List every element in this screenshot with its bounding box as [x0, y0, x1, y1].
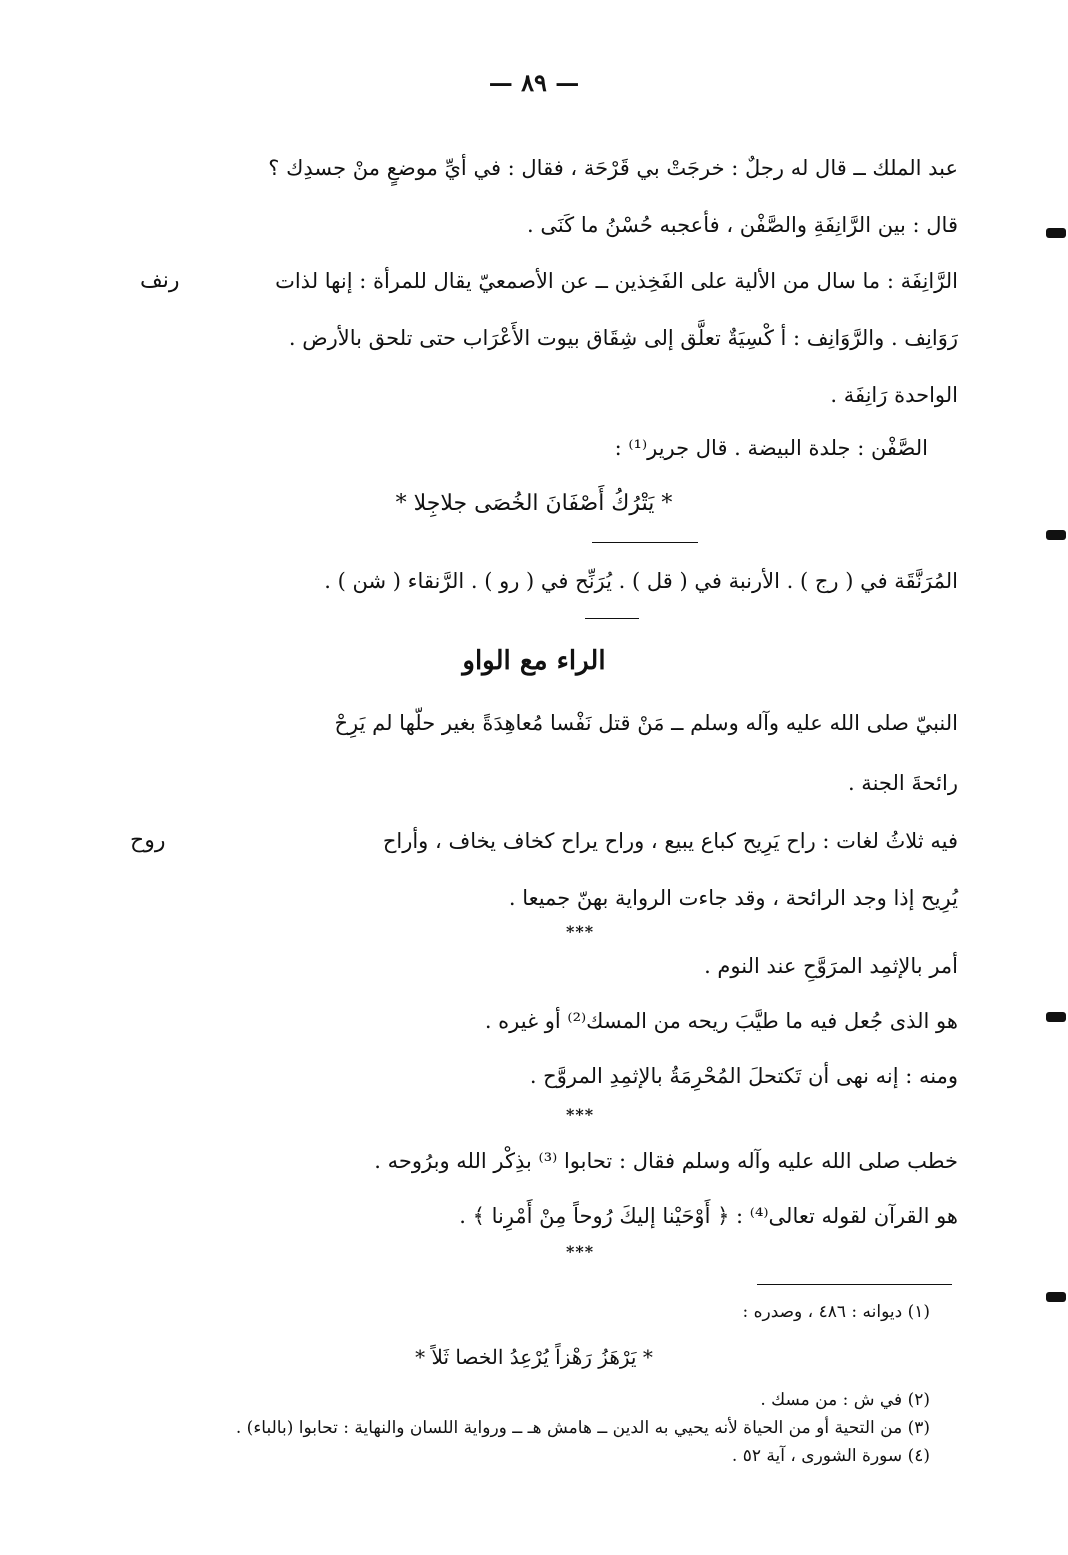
- footnote: (٤) سورة الشورى ، آية ٥٢ .: [731, 1446, 930, 1466]
- text-line: رَوَانِف . والرَّوَانِف : أ كْسِيَةٌ تعلَّق إلى شِقَاق بيوت الأَعْرَاب حتى تلحق بالأرض .: [288, 326, 958, 350]
- section-heading: الراء مع الواو: [462, 646, 606, 676]
- text-line: عبد الملك ــ قال له رجلٌ : خرجَتْ بي قَرْحَة ، فقال : في أيِّ موضعٍ منْ جسدِك ؟: [268, 156, 958, 180]
- text-line: النبيّ صلى الله عليه وآله وسلم ــ مَنْ قتل نَفْسا مُعاهِدَةً بغير حلّها لم يَرِحْ: [334, 711, 958, 735]
- page-number: — ٨٩ —: [488, 68, 580, 97]
- text-line: رائحةَ الجنة .: [847, 771, 958, 795]
- separator: [592, 542, 698, 543]
- text-line: الواحدة رَانِفَة .: [830, 383, 958, 407]
- text-line: أمر بالإثمِد المرَوَّحِ عند النوم .: [704, 954, 958, 978]
- edge-mark: [1046, 1292, 1066, 1302]
- section-stars: ***: [566, 1242, 595, 1261]
- separator: [585, 618, 639, 619]
- verse-line: * يَتْرُكُ أَصْفَانَ الخُصَى جلاجِلا *: [395, 491, 673, 516]
- section-stars: ***: [566, 922, 595, 941]
- edge-mark: [1046, 530, 1066, 540]
- margin-root-label: روح: [130, 828, 166, 853]
- text-line: يُرِيح إذا وجد الرائحة ، وقد جاءت الرواية بهنّ جميعا .: [508, 886, 958, 910]
- margin-root-label: رنف: [140, 268, 180, 293]
- text-line: ومنه : إنه نهى أن تَكتحلَ المُحْرِمَةُ بالإثمِدِ المروَّح .: [529, 1064, 958, 1088]
- footnote-verse: * يَرْهَزُ رَهْزاً يُرْعِدُ الخصا ثَلاً *: [415, 1345, 653, 1369]
- footnote: (٢) في ش : من مسك .: [760, 1390, 930, 1410]
- text-line: خطب صلى الله عليه وآله وسلم فقال : تحابوا ⁽³⁾ بذِكْر الله وبرُوحه .: [374, 1149, 958, 1173]
- footnote: (٣) من التحية أو من الحياة لأنه يحيي به الدين ــ هامش هـ ــ ورواية اللسان والنهاية : تحابوا (بالباء) .: [235, 1418, 930, 1438]
- edge-mark: [1046, 228, 1066, 238]
- text-line: الرَّانِفَة : ما سال من الألية على الفَخِذين ــ عن الأصمعيّ يقال للمرأة : إنها لذات: [275, 269, 958, 293]
- text-line: هو القرآن لقوله تعالى⁽⁴⁾ : ﴿ أَوْحَيْنا إليكَ رُوحاً مِنْ أَمْرِنا ﴾ .: [459, 1204, 958, 1228]
- section-stars: ***: [566, 1105, 595, 1124]
- footnote-separator: [757, 1284, 952, 1285]
- text-line: الصَّفْن : جلدة البيضة . قال جرير⁽¹⁾ :: [614, 436, 928, 460]
- text-line: هو الذى جُعل فيه ما طيَّبَ ريحه من المسك⁽²⁾ أو غيره .: [484, 1009, 958, 1033]
- text-line: فيه ثلاثُ لغات : راح يَرِيح كباع يبيع ، وراح يراح كخاف يخاف ، وأراح: [382, 829, 958, 853]
- footnote: (١) ديوانه : ٤٨٦ ، وصدره :: [742, 1302, 930, 1322]
- edge-mark: [1046, 1012, 1066, 1022]
- text-line: قال : بين الرَّانِفَةِ والصَّفْن ، فأعجبه حُسْنُ ما كَنَى .: [526, 213, 958, 237]
- cross-reference-line: المُرَنَّقَة في ( رج ) . الأرنبة في ( قل ) . يُرَنِّح في ( رو ) . الرَّنقاء ( شن ) .: [324, 569, 958, 593]
